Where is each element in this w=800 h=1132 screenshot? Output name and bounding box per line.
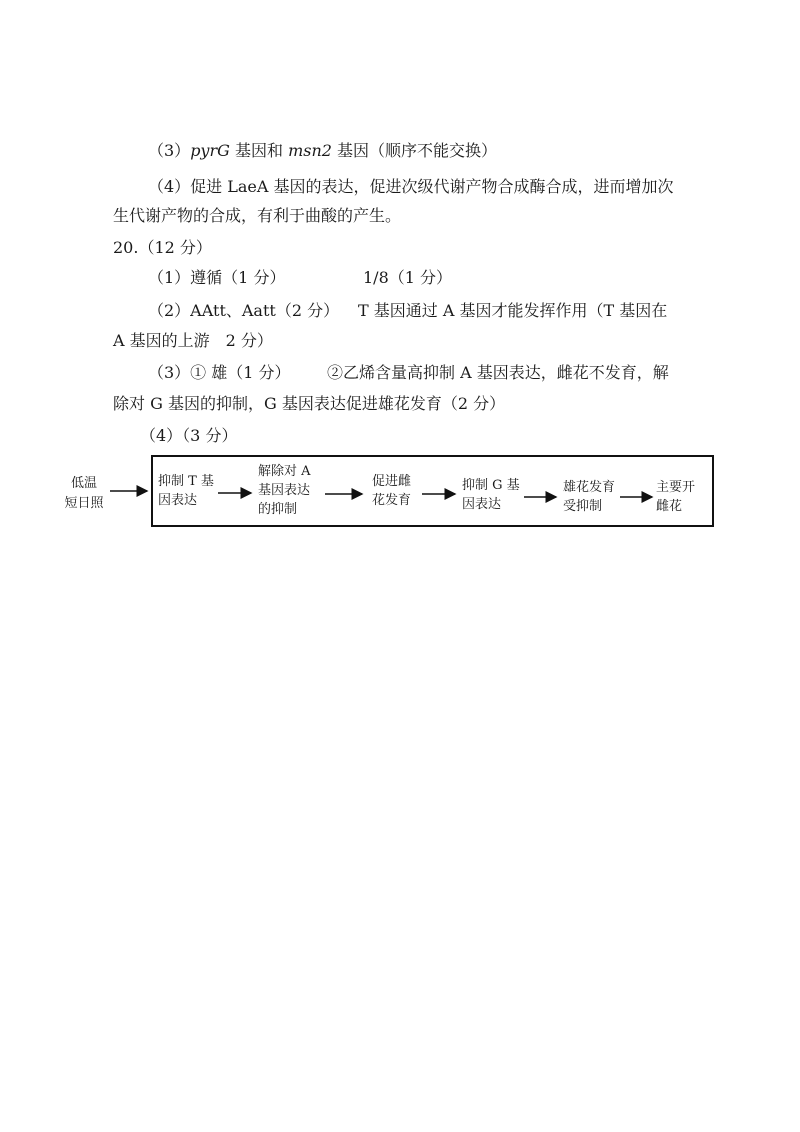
answer-3-line <box>148 140 497 162</box>
flow-node-4-line-1: 抑制 G 基 <box>462 478 520 493</box>
question-20-heading: 20.（12 分） <box>113 238 212 257</box>
flow-node-3-line-1: 促进雌 <box>372 474 412 489</box>
gene-msn2: msn2 <box>288 141 332 160</box>
flow-node-3 <box>372 472 411 510</box>
answer-20-3-right: ②乙烯含量高抑制 A 基因表达，雌花不发育，解 <box>327 363 669 382</box>
flow-node-5-line-2: 受抑制 <box>563 499 603 514</box>
flow-node-1 <box>158 472 214 510</box>
text-fragment: 基因（顺序不能交换） <box>331 141 498 160</box>
flow-input-label <box>64 474 104 514</box>
flow-node-4-line-2: 因表达 <box>462 497 502 512</box>
flow-node-3-line-2: 花发育 <box>372 493 412 508</box>
flow-node-2-line-2: 基因表达 <box>258 483 311 498</box>
answer-20-3-cont: 除对 G 基因的抑制，G 基因表达促进雄花发育（2 分） <box>113 394 506 413</box>
answer-20-3-left: （3）① 雄（1 分） <box>148 363 291 382</box>
flow-node-1-line-1: 抑制 T 基 <box>158 474 214 489</box>
answer-20-1-left: （1）遵循（1 分） <box>148 268 286 287</box>
flow-node-4 <box>462 476 520 514</box>
flow-node-2 <box>258 462 311 519</box>
answer-20-4-heading: （4）（3 分） <box>140 426 238 445</box>
flow-input-line-2: 短日照 <box>64 496 104 511</box>
gene-pyrg: pyrG <box>190 141 230 160</box>
flow-node-5-line-1: 雄花发育 <box>563 480 616 495</box>
answer-20-2-left: （2）AAtt、Aatt（2 分） <box>148 301 340 320</box>
answer-4-line-2: 生代谢产物的合成，有利于曲酸的产生。 <box>113 206 402 225</box>
answer-20-2-right: T 基因通过 A 基因才能发挥作用（T 基因在 <box>358 301 668 320</box>
text-fragment: 基因和 <box>229 141 289 160</box>
flow-node-1-line-2: 因表达 <box>158 493 198 508</box>
flow-node-2-line-3: 的抑制 <box>258 502 298 517</box>
flow-node-6 <box>656 478 695 516</box>
answer-20-2-cont: A 基因的上游 2 分） <box>113 331 273 350</box>
flow-input-line-1: 低温 <box>70 476 97 491</box>
flow-node-6-line-1: 主要开 <box>656 480 696 495</box>
flow-node-2-line-1: 解除对 A <box>258 464 311 479</box>
flow-diagram-box <box>151 455 714 527</box>
answer-4-line-1: （4）促进 LaeA 基因的表达，促进次级代谢产物合成酶合成，进而增加次 <box>148 177 674 196</box>
flow-node-5 <box>563 478 615 516</box>
answer-20-1-right: 1/8（1 分） <box>363 268 453 287</box>
item-number: （3） <box>148 141 191 160</box>
flow-node-6-line-2: 雌花 <box>656 499 683 514</box>
